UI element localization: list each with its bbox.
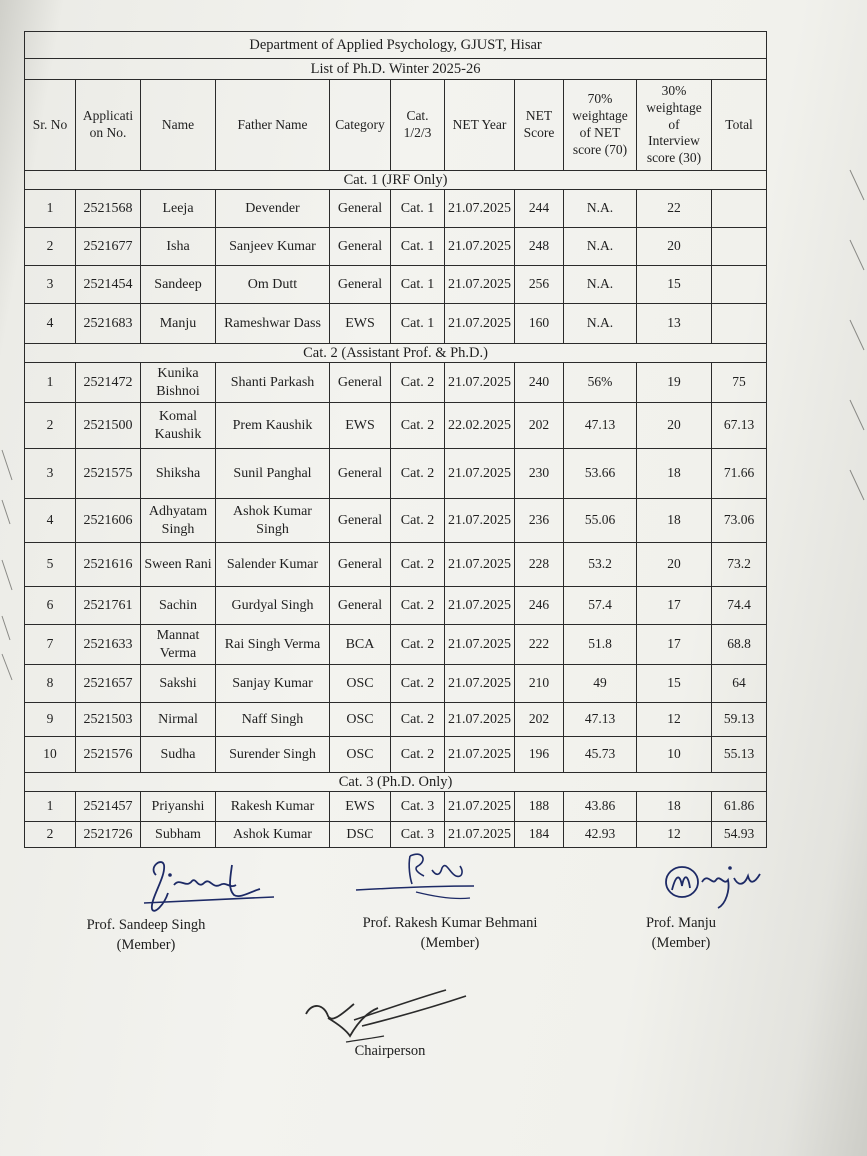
- cell-name: Isha: [141, 228, 216, 266]
- col-father-name: Father Name: [216, 80, 330, 171]
- cell-net-year: 21.07.2025: [445, 587, 515, 625]
- col-net-year: NET Year: [445, 80, 515, 171]
- cell-sr: 5: [25, 543, 76, 587]
- cell-net-score: 202: [515, 703, 564, 737]
- member1-name: Prof. Sandeep Singh: [86, 917, 206, 933]
- cell-w30: 15: [637, 665, 712, 703]
- cell-net-year: 21.07.2025: [445, 703, 515, 737]
- cell-total: 59.13: [712, 703, 767, 737]
- cell-name: Sachin: [141, 587, 216, 625]
- cell-w70: N.A.: [564, 266, 637, 304]
- cell-net-year: 21.07.2025: [445, 228, 515, 266]
- col-name: Name: [141, 80, 216, 171]
- cell-name: Nirmal: [141, 703, 216, 737]
- cell-sr: 2: [25, 403, 76, 449]
- cell-total: [712, 266, 767, 304]
- cell-net-year: 21.07.2025: [445, 190, 515, 228]
- cell-net-score: 160: [515, 304, 564, 344]
- cell-w30: 20: [637, 543, 712, 587]
- cell-app: 2521633: [76, 625, 141, 665]
- cell-total: 73.2: [712, 543, 767, 587]
- table-row: [25, 587, 767, 625]
- cell-net-year: 21.07.2025: [445, 737, 515, 773]
- cell-net-year: 21.07.2025: [445, 625, 515, 665]
- member1-role: (Member): [116, 937, 176, 954]
- cell-w70: 51.8: [564, 625, 637, 665]
- cell-name: Shiksha: [141, 449, 216, 499]
- cell-net-score: 246: [515, 587, 564, 625]
- cell-father: Salender Kumar: [216, 543, 330, 587]
- cell-app: 2521575: [76, 449, 141, 499]
- cell-cat: Cat. 1: [391, 228, 445, 266]
- cell-w30: 17: [637, 625, 712, 665]
- cell-net-year: 21.07.2025: [445, 792, 515, 822]
- cell-net-score: 202: [515, 403, 564, 449]
- cell-name: Adhyatam Singh: [141, 499, 216, 543]
- cell-sr: 7: [25, 625, 76, 665]
- cell-cat: Cat. 2: [391, 403, 445, 449]
- cell-sr: 1: [25, 190, 76, 228]
- cell-total: 67.13: [712, 403, 767, 449]
- cell-sr: 4: [25, 304, 76, 344]
- cell-app: 2521657: [76, 665, 141, 703]
- cell-father: Rameshwar Dass: [216, 304, 330, 344]
- cell-w30: 15: [637, 266, 712, 304]
- cell-app: 2521454: [76, 266, 141, 304]
- cell-cat: Cat. 2: [391, 587, 445, 625]
- cell-sr: 3: [25, 266, 76, 304]
- cell-cat: Cat. 1: [391, 190, 445, 228]
- col-application-no: Applicati on No.: [76, 80, 141, 171]
- cell-app: 2521761: [76, 587, 141, 625]
- cell-father: Prem Kaushik: [216, 403, 330, 449]
- document-title: Department of Applied Psychology, GJUST, Hisar: [25, 32, 767, 59]
- signature-sandeep-singh: [140, 855, 280, 915]
- cell-father: Devender: [216, 190, 330, 228]
- cell-category: OSC: [330, 737, 391, 773]
- signature-rakesh-kumar-behmani: [352, 846, 482, 906]
- cell-category: General: [330, 190, 391, 228]
- cell-total: 71.66: [712, 449, 767, 499]
- cell-app: 2521726: [76, 822, 141, 848]
- cell-net-score: 184: [515, 822, 564, 848]
- page-edge-marks-right: [846, 150, 867, 550]
- cell-cat: Cat. 2: [391, 499, 445, 543]
- cell-cat: Cat. 2: [391, 625, 445, 665]
- cell-cat: Cat. 2: [391, 363, 445, 403]
- cell-w30: 18: [637, 449, 712, 499]
- cell-father: Ashok Kumar: [216, 822, 330, 848]
- cell-w70: 56%: [564, 363, 637, 403]
- cell-total: 55.13: [712, 737, 767, 773]
- section-heading: Cat. 2 (Assistant Prof. & Ph.D.): [25, 344, 767, 363]
- cell-name: Sakshi: [141, 665, 216, 703]
- col-interview-weightage: 30% weightage of Interview score (30): [637, 80, 712, 171]
- section-heading: Cat. 3 (Ph.D. Only): [25, 773, 767, 792]
- cell-sr: 8: [25, 665, 76, 703]
- member-rakesh-kumar-behmani: [322, 913, 578, 954]
- table-body: [25, 171, 767, 848]
- cell-net-score: 228: [515, 543, 564, 587]
- cell-total: 68.8: [712, 625, 767, 665]
- cell-app: 2521606: [76, 499, 141, 543]
- col-sr-no: Sr. No: [25, 80, 76, 171]
- cell-father: Surender Singh: [216, 737, 330, 773]
- col-net-score: NET Score: [515, 80, 564, 171]
- cell-app: 2521616: [76, 543, 141, 587]
- cell-app: 2521500: [76, 403, 141, 449]
- cell-total: [712, 304, 767, 344]
- cell-net-year: 21.07.2025: [445, 304, 515, 344]
- cell-father: Sanjeev Kumar: [216, 228, 330, 266]
- cell-app: 2521568: [76, 190, 141, 228]
- cell-sr: 6: [25, 587, 76, 625]
- member3-role: (Member): [651, 935, 711, 952]
- cell-w30: 20: [637, 228, 712, 266]
- cell-w30: 20: [637, 403, 712, 449]
- cell-w70: 53.2: [564, 543, 637, 587]
- col-total: Total: [712, 80, 767, 171]
- cell-name: Sudha: [141, 737, 216, 773]
- cell-net-score: 244: [515, 190, 564, 228]
- cell-sr: 10: [25, 737, 76, 773]
- cell-w30: 17: [637, 587, 712, 625]
- cell-net-year: 22.02.2025: [445, 403, 515, 449]
- cell-cat: Cat. 3: [391, 792, 445, 822]
- cell-name: Priyanshi: [141, 792, 216, 822]
- cell-sr: 2: [25, 822, 76, 848]
- table-row: [25, 665, 767, 703]
- cell-w70: 47.13: [564, 403, 637, 449]
- cell-cat: Cat. 2: [391, 449, 445, 499]
- table-row: [25, 792, 767, 822]
- cell-name: Sween Rani: [141, 543, 216, 587]
- table-row: [25, 543, 767, 587]
- table-row: [25, 190, 767, 228]
- member-manju: [624, 913, 738, 954]
- cell-net-year: 21.07.2025: [445, 822, 515, 848]
- cell-name: Subham: [141, 822, 216, 848]
- member-sandeep-singh: [64, 915, 228, 956]
- cell-sr: 1: [25, 363, 76, 403]
- cell-father: Gurdyal Singh: [216, 587, 330, 625]
- cell-app: 2521576: [76, 737, 141, 773]
- cell-w70: 49: [564, 665, 637, 703]
- table-row: [25, 403, 767, 449]
- cell-sr: 3: [25, 449, 76, 499]
- cell-w70: 47.13: [564, 703, 637, 737]
- cell-category: General: [330, 266, 391, 304]
- cell-w70: 53.66: [564, 449, 637, 499]
- cell-w30: 10: [637, 737, 712, 773]
- cell-net-score: 236: [515, 499, 564, 543]
- table-row: [25, 499, 767, 543]
- cell-app: 2521457: [76, 792, 141, 822]
- section-heading-row: [25, 344, 767, 363]
- signature-chairperson: [298, 984, 474, 1044]
- cell-category: DSC: [330, 822, 391, 848]
- cell-w70: 42.93: [564, 822, 637, 848]
- table-row: [25, 822, 767, 848]
- cell-category: General: [330, 449, 391, 499]
- cell-sr: 2: [25, 228, 76, 266]
- cell-net-score: 222: [515, 625, 564, 665]
- cell-name: Leeja: [141, 190, 216, 228]
- cell-w30: 18: [637, 499, 712, 543]
- cell-cat: Cat. 1: [391, 266, 445, 304]
- cell-w30: 22: [637, 190, 712, 228]
- member2-role: (Member): [420, 935, 480, 952]
- cell-total: 74.4: [712, 587, 767, 625]
- cell-father: Rakesh Kumar: [216, 792, 330, 822]
- cell-net-year: 21.07.2025: [445, 543, 515, 587]
- col-category: Category: [330, 80, 391, 171]
- cell-net-year: 21.07.2025: [445, 499, 515, 543]
- cell-w30: 13: [637, 304, 712, 344]
- cell-category: EWS: [330, 792, 391, 822]
- cell-w70: 43.86: [564, 792, 637, 822]
- cell-total: 54.93: [712, 822, 767, 848]
- document-subtitle: List of Ph.D. Winter 2025-26: [25, 59, 767, 80]
- cell-total: [712, 190, 767, 228]
- cell-category: OSC: [330, 665, 391, 703]
- member3-name: Prof. Manju: [645, 915, 717, 931]
- cell-net-score: 188: [515, 792, 564, 822]
- table-row: [25, 304, 767, 344]
- cell-app: 2521472: [76, 363, 141, 403]
- section-heading-row: [25, 773, 767, 792]
- cell-w70: 55.06: [564, 499, 637, 543]
- member2-name: Prof. Rakesh Kumar Behmani: [362, 915, 538, 931]
- table-row: [25, 449, 767, 499]
- cell-net-score: 256: [515, 266, 564, 304]
- cell-sr: 1: [25, 792, 76, 822]
- cell-father: Rai Singh Verma: [216, 625, 330, 665]
- cell-net-score: 210: [515, 665, 564, 703]
- cell-category: EWS: [330, 403, 391, 449]
- cell-name: Manju: [141, 304, 216, 344]
- signature-manju: [660, 852, 770, 914]
- cell-net-year: 21.07.2025: [445, 665, 515, 703]
- cell-name: Mannat Verma: [141, 625, 216, 665]
- section-heading-row: [25, 171, 767, 190]
- cell-category: General: [330, 363, 391, 403]
- cell-name: Kunika Bishnoi: [141, 363, 216, 403]
- cell-cat: Cat. 3: [391, 822, 445, 848]
- cell-category: General: [330, 587, 391, 625]
- cell-total: 73.06: [712, 499, 767, 543]
- cell-category: EWS: [330, 304, 391, 344]
- page-edge-marks-left: [0, 440, 14, 690]
- cell-app: 2521503: [76, 703, 141, 737]
- cell-father: Shanti Parkash: [216, 363, 330, 403]
- cell-total: [712, 228, 767, 266]
- cell-net-year: 21.07.2025: [445, 266, 515, 304]
- cell-w30: 12: [637, 822, 712, 848]
- table-row: [25, 228, 767, 266]
- cell-net-score: 230: [515, 449, 564, 499]
- phd-list-table: [24, 31, 767, 848]
- table-row: [25, 363, 767, 403]
- cell-net-score: 248: [515, 228, 564, 266]
- cell-cat: Cat. 2: [391, 703, 445, 737]
- cell-w70: N.A.: [564, 228, 637, 266]
- table-row: [25, 737, 767, 773]
- cell-w70: 45.73: [564, 737, 637, 773]
- cell-net-score: 196: [515, 737, 564, 773]
- cell-father: Naff Singh: [216, 703, 330, 737]
- cell-net-year: 21.07.2025: [445, 363, 515, 403]
- table-row: [25, 625, 767, 665]
- cell-father: Sunil Panghal: [216, 449, 330, 499]
- cell-cat: Cat. 2: [391, 543, 445, 587]
- col-net-weightage: 70% weightage of NET score (70): [564, 80, 637, 171]
- cell-cat: Cat. 1: [391, 304, 445, 344]
- cell-w30: 19: [637, 363, 712, 403]
- cell-cat: Cat. 2: [391, 737, 445, 773]
- cell-net-year: 21.07.2025: [445, 449, 515, 499]
- cell-app: 2521683: [76, 304, 141, 344]
- cell-category: BCA: [330, 625, 391, 665]
- cell-name: Sandeep: [141, 266, 216, 304]
- table-row: [25, 703, 767, 737]
- cell-category: General: [330, 543, 391, 587]
- col-cat: Cat. 1/2/3: [391, 80, 445, 171]
- cell-sr: 4: [25, 499, 76, 543]
- cell-w70: 57.4: [564, 587, 637, 625]
- cell-app: 2521677: [76, 228, 141, 266]
- column-header-row: [25, 80, 767, 171]
- table-row: [25, 266, 767, 304]
- cell-category: General: [330, 499, 391, 543]
- cell-category: OSC: [330, 703, 391, 737]
- cell-w30: 12: [637, 703, 712, 737]
- cell-father: Ashok Kumar Singh: [216, 499, 330, 543]
- cell-category: General: [330, 228, 391, 266]
- cell-net-score: 240: [515, 363, 564, 403]
- cell-father: Sanjay Kumar: [216, 665, 330, 703]
- cell-total: 61.86: [712, 792, 767, 822]
- chairperson-label: Chairperson: [354, 1043, 426, 1059]
- cell-w70: N.A.: [564, 304, 637, 344]
- cell-total: 64: [712, 665, 767, 703]
- cell-total: 75: [712, 363, 767, 403]
- cell-sr: 9: [25, 703, 76, 737]
- cell-father: Om Dutt: [216, 266, 330, 304]
- cell-name: Komal Kaushik: [141, 403, 216, 449]
- cell-w70: N.A.: [564, 190, 637, 228]
- cell-cat: Cat. 2: [391, 665, 445, 703]
- cell-w30: 18: [637, 792, 712, 822]
- section-heading: Cat. 1 (JRF Only): [25, 171, 767, 190]
